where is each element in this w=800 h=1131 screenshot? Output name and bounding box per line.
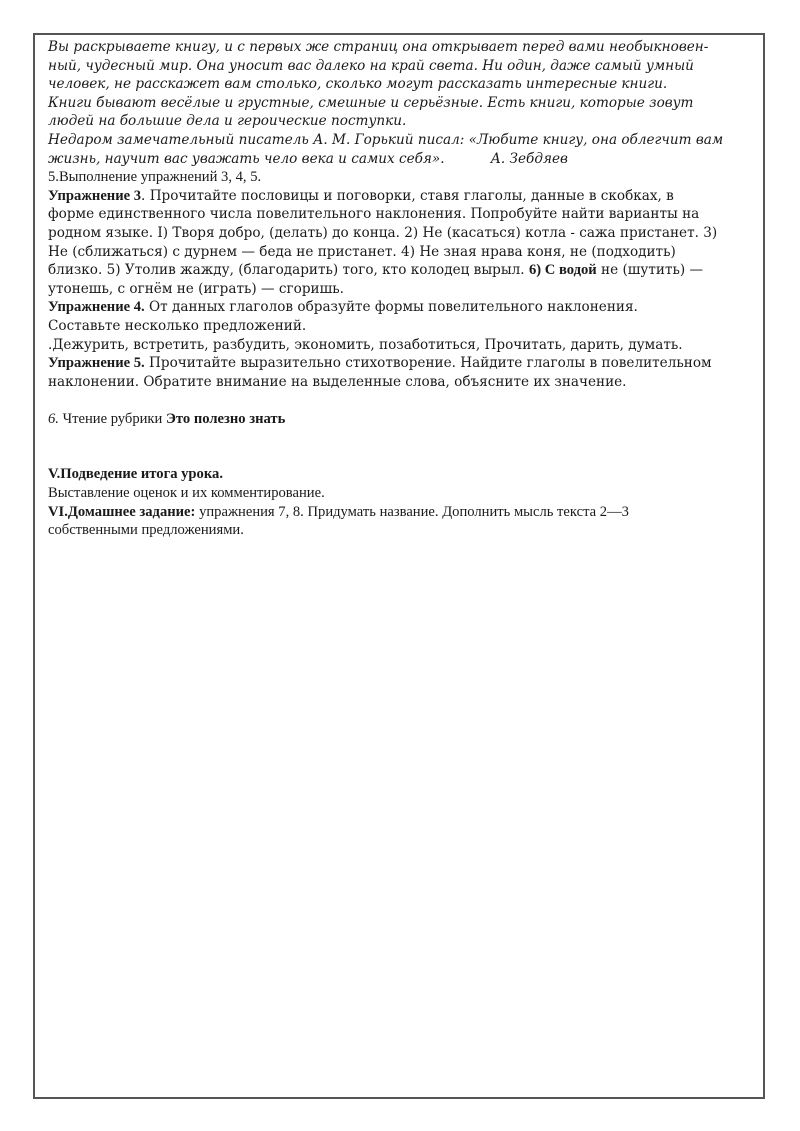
intro-line-last [48, 150, 748, 169]
exercise-5-line: наклонении. Обратите внимание на выделенные слова, объясните их значение. [48, 373, 627, 390]
spacer [48, 428, 748, 465]
exercise-5-line [48, 354, 748, 373]
intro-line: ный, чудесный мир. Она уносит вас далеко на край света. Ни один, даже самый умный [48, 57, 694, 74]
step-6-number: 6. [48, 410, 59, 427]
homework-line [48, 503, 748, 522]
homework-text: упражнения 7, 8. Придумать название. Дополнить мысль текста 2—3 [199, 503, 629, 520]
exercise-3-line: форме единственного числа повелительного наклонения. Попробуйте найти варианты на [48, 206, 700, 223]
exercise-3-line [48, 261, 748, 280]
exercise-4-text: От данных глаголов образуйте формы повелительного наклонения. [149, 299, 638, 316]
homework-title: VI.Домашнее задание: [48, 503, 196, 520]
exercise-3-line: Не (сближаться) с дурнем — беда не пристанет. 4) Не зная нрава коня, не (подходить) [48, 243, 676, 260]
exercise-3-bold: 6) С водой [528, 262, 597, 279]
spacer [48, 391, 748, 410]
exercise-5-text: Прочитайте выразительно стихотворение. Найдите глаголы в повелительном [149, 355, 712, 372]
exercise-4-line [48, 298, 748, 317]
step-6-text: Чтение рубрики [62, 410, 163, 427]
exercise-3-line [48, 187, 748, 206]
step-6-heading [48, 410, 748, 429]
exercise-3-line: утонешь, с огнём не (играть) — сгоришь. [48, 280, 344, 297]
intro-line: Вы раскрываете книгу, и с первых же страниц она открывает перед вами необыкновен- [48, 39, 709, 55]
exercise-3-text: близко. 5) Утолив жажду, (благодарить) того, кто колодец вырыл. [48, 262, 525, 279]
quote-author: А. Зебдяев [490, 150, 568, 167]
summary-text: Выставление оценок и их комментирование. [48, 485, 325, 502]
exercise-4-line: Составьте несколько предложений. [48, 317, 307, 334]
exercise-3-line: родном языке. I) Творя добро, (делать) до конца. 2) Не (касаться) котла - сажа пристанет. 3) [48, 224, 718, 241]
intro-line: человек, не расскажет вам столько, сколько могут рассказать интересные книги. [48, 76, 668, 93]
step-6-bold: Это полезно знать [166, 410, 286, 427]
homework-line: собственными предложениями. [48, 522, 244, 539]
exercise-4 [48, 298, 748, 354]
step-5-heading: 5.Выполнение упражнений 3, 4, 5. [48, 169, 262, 186]
intro-line: жизнь, научит вас уважать чело века и самих себя». [48, 150, 445, 167]
exercise-3-text: . Прочитайте пословицы и поговорки, ставя глаголы, данные в скобках, в [141, 187, 674, 204]
intro-line: Недаром замечательный писатель А. М. Горький писал: «Любите книгу, она облегчит вам [48, 131, 724, 148]
intro-line: людей на большие дела и героические поступки. [48, 113, 407, 130]
exercise-3 [48, 187, 748, 299]
summary-title: V.Подведение итога урока. [48, 466, 223, 483]
exercise-3-title: Упражнение 3 [48, 187, 142, 204]
exercise-4-line: .Дежурить, встретить, разбудить, экономить, позаботиться, Прочитать, дарить, думать. [48, 336, 683, 353]
intro-line: Книги бывают весёлые и грустные, смешные и серьёзные. Есть книги, которые зовут [48, 94, 694, 111]
exercise-4-title: Упражнение 4. [48, 299, 145, 316]
exercise-5-title: Упражнение 5. [48, 355, 145, 372]
intro-text [48, 38, 748, 168]
exercise-3-text: не (шутить) — [601, 262, 704, 279]
exercise-5 [48, 354, 748, 391]
document-body [48, 38, 748, 540]
